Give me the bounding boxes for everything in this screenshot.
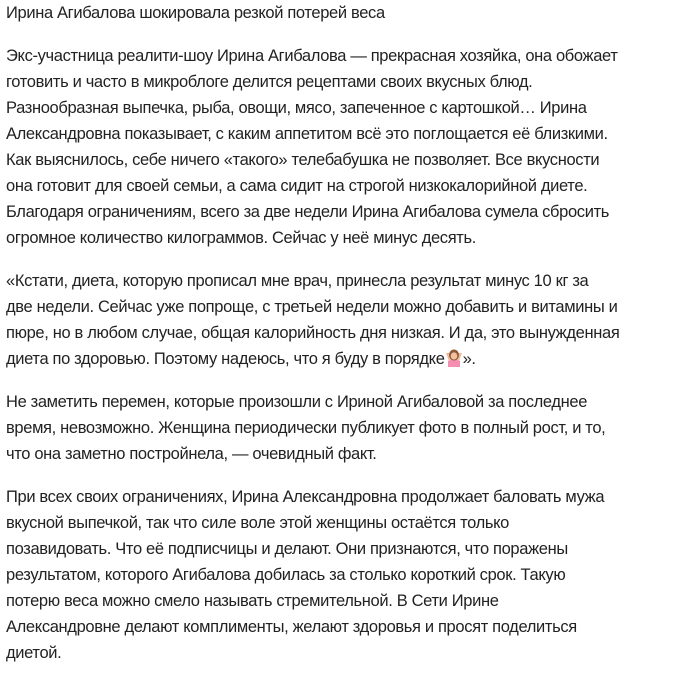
text-line: Александровне делают комплименты, желают здоровья и просят поделиться bbox=[6, 618, 577, 636]
text-line: две недели. Сейчас уже попроще, с третьей недели можно добавить и витамины и bbox=[6, 298, 618, 316]
text-line: «Кстати, диета, которую прописал мне врач, принесла результат минус 10 кг за bbox=[6, 272, 589, 290]
text-line: готовить и часто в микроблоге делится рецептами своих вкусных блюд. bbox=[6, 73, 533, 91]
text-line: Разнообразная выпечка, рыба, овощи, мясо, запеченное с картошкой… Ирина bbox=[6, 99, 587, 117]
text-line: огромное количество килограммов. Сейчас у неё минус десять. bbox=[6, 229, 476, 247]
text-line: диетой. bbox=[6, 644, 62, 662]
paragraph-4 bbox=[6, 484, 699, 666]
text-line: что она заметно постройнела, — очевидный факт. bbox=[6, 445, 377, 463]
text-line: позавидовать. Что её подписчицы и делают. Они признаются, что поражены bbox=[6, 540, 568, 558]
text-line-with-emoji bbox=[6, 346, 699, 372]
text-line: Не заметить перемен, которые произошли с Ириной Агибаловой за последнее bbox=[6, 393, 588, 411]
text-line: При всех своих ограничениях, Ирина Александровна продолжает баловать мужа bbox=[6, 488, 605, 506]
text-line: пюре, но в любом случае, общая калорийность дня низкая. И да, это вынужденная bbox=[6, 324, 620, 342]
text-line: Александровна показывает, с каким аппетитом всё это поглощается её близкими. bbox=[6, 125, 608, 143]
paragraph-1 bbox=[6, 43, 699, 251]
text-line: потерю веса можно смело называть стремительной. В Сети Ирине bbox=[6, 592, 499, 610]
text-line: результатом, которого Агибалова добилась за столько короткий срок. Такую bbox=[6, 566, 566, 584]
text-line: Экс-участница реалити-шоу Ирина Агибалова — прекрасная хозяйка, она обожает bbox=[6, 47, 618, 65]
quote-close: ». bbox=[462, 350, 476, 368]
text-line: Как выяснилось, себе ничего «такого» телебабушка не позволяет. Все вкусности bbox=[6, 151, 600, 169]
text-line: диета по здоровью. Поэтому надеюсь, что я буду в порядке bbox=[6, 350, 445, 368]
text-line: она готовит для своей семьи, а сама сидит на строгой низкокалорийной диете. bbox=[6, 177, 588, 195]
article-title: Ирина Агибалова шокировала резкой потерей веса bbox=[6, 4, 385, 22]
woman-gesturing-no-emoji-icon bbox=[445, 349, 463, 367]
paragraph-quote bbox=[6, 268, 699, 372]
text-line: вкусной выпечкой, так что силе воле этой женщины остаётся только bbox=[6, 514, 510, 532]
text-line: Благодаря ограничениям, всего за две недели Ирина Агибалова сумела сбросить bbox=[6, 203, 610, 221]
text-line: время, невозможно. Женщина периодически публикует фото в полный рост, и то, bbox=[6, 419, 606, 437]
paragraph-3 bbox=[6, 389, 699, 467]
